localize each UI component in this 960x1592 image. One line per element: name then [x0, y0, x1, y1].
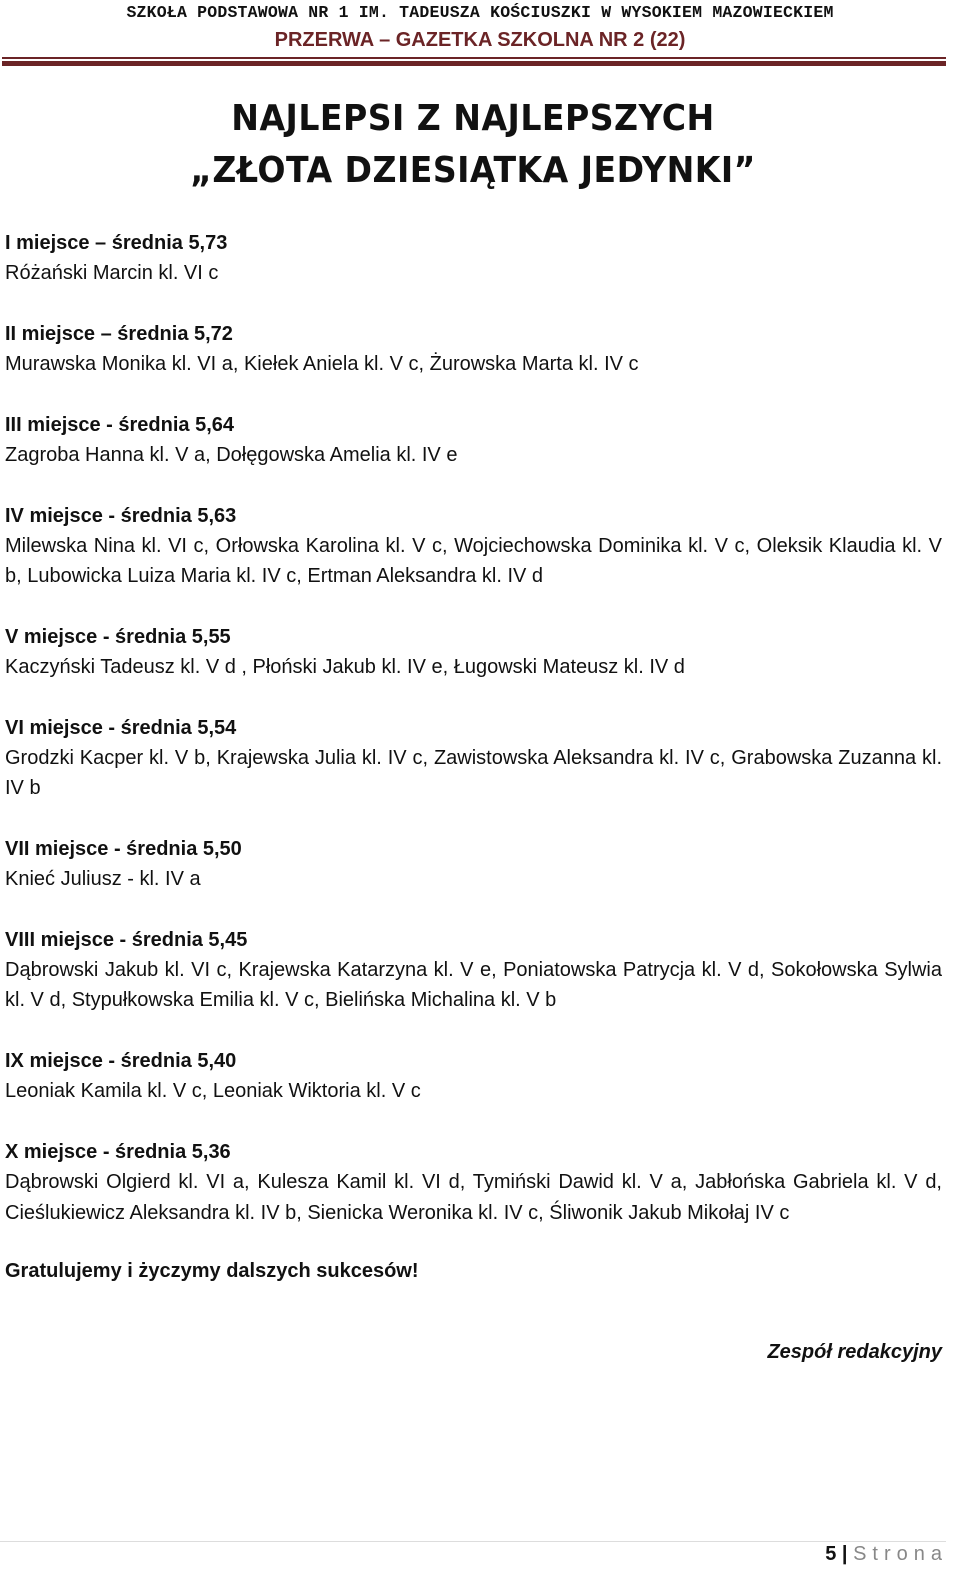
- page-title-line1: NAJLEPSI Z NAJLEPSZYCH: [231, 98, 715, 139]
- ranking-list: [5, 228, 942, 1286]
- section-heading: V miejsce - średnia 5,55: [5, 625, 231, 648]
- ranking-section: [5, 319, 942, 380]
- ranking-section: [5, 1046, 942, 1107]
- section-heading: IV miejsce - średnia 5,63: [5, 504, 237, 527]
- header-rule-thick: [2, 61, 946, 66]
- page-label: Strona: [853, 1543, 948, 1565]
- ranking-section: [5, 501, 942, 592]
- section-heading: VII miejsce - średnia 5,50: [5, 837, 242, 860]
- ranking-section: [5, 834, 942, 895]
- ranking-section: [5, 228, 942, 289]
- section-names: Kaczyński Tadeusz kl. V d , Płoński Jakub kl. IV e, Ługowski Mateusz kl. IV d: [5, 656, 685, 679]
- section-heading: VI miejsce - średnia 5,54: [5, 716, 237, 739]
- ranking-section: [5, 622, 942, 683]
- page-number: [825, 1543, 948, 1566]
- page-number-value: 5: [825, 1543, 837, 1565]
- congratulations: Gratulujemy i życzymy dalszych sukcesów!: [5, 1260, 419, 1283]
- ranking-section: [5, 925, 942, 1016]
- section-names: Murawska Monika kl. VI a, Kiełek Aniela kl. V c, Żurowska Marta kl. IV c: [5, 353, 639, 376]
- signature: Zespół redakcyjny: [767, 1341, 942, 1363]
- ranking-section: [5, 1137, 942, 1228]
- section-names: Różański Marcin kl. VI c: [5, 262, 219, 285]
- section-names: Knieć Juliusz - kl. IV a: [5, 868, 201, 891]
- section-names: Leoniak Kamila kl. V c, Leoniak Wiktoria kl. V c: [5, 1080, 421, 1103]
- header-rule-thin: [2, 57, 946, 59]
- page-title-line2: „ZŁOTA DZIESIĄTKA JEDYNKI”: [190, 150, 756, 191]
- school-name: SZKOŁA PODSTAWOWA NR 1 IM. TADEUSZA KOŚCIUSZKI W WYSOKIEM MAZOWIECKIEM: [126, 3, 834, 22]
- ranking-section: [5, 713, 942, 804]
- footer-rule: [0, 1541, 946, 1542]
- section-names: Dąbrowski Olgierd kl. VI a, Kulesza Kamil kl. VI d, Tymiński Dawid kl. V a, Jabłońska Gabriela kl. V d, Cieślukiewicz Aleksandra kl. IV b, Sienicka Weronika kl. IV c, Śliwonik Jakub Mikołaj IV c: [5, 1171, 942, 1224]
- section-heading: III miejsce - średnia 5,64: [5, 413, 235, 436]
- section-heading: IX miejsce - średnia 5,40: [5, 1050, 237, 1073]
- ranking-section: [5, 410, 942, 471]
- section-heading: I miejsce – średnia 5,73: [5, 232, 228, 254]
- section-heading: II miejsce – średnia 5,72: [5, 322, 233, 345]
- issue-title: PRZERWA – GAZETKA SZKOLNA NR 2 (22): [274, 29, 686, 51]
- section-names: Zagroba Hanna kl. V a, Dołęgowska Amelia kl. IV e: [5, 444, 458, 467]
- section-heading: X miejsce - średnia 5,36: [5, 1140, 231, 1163]
- section-names: Grodzki Kacper kl. V b, Krajewska Julia kl. IV c, Zawistowska Aleksandra kl. IV c, Grabowska Zuzanna kl. IV b: [5, 747, 942, 800]
- section-names: Milewska Nina kl. VI c, Orłowska Karolina kl. V c, Wojciechowska Dominika kl. V c, Oleksik Klaudia kl. V b, Lubowicka Luiza Maria kl. IV c, Ertman Aleksandra kl. IV d: [5, 534, 942, 588]
- section-names: Dąbrowski Jakub kl. VI c, Krajewska Katarzyna kl. V e, Poniatowska Patrycja kl. V d, Sokołowska Sylwia kl. V d, Stypułkowska Emilia kl. V c, Bielińska Michalina kl. V b: [5, 959, 942, 1012]
- page-separator: |: [841, 1543, 848, 1565]
- section-heading: VIII miejsce - średnia 5,45: [5, 928, 248, 951]
